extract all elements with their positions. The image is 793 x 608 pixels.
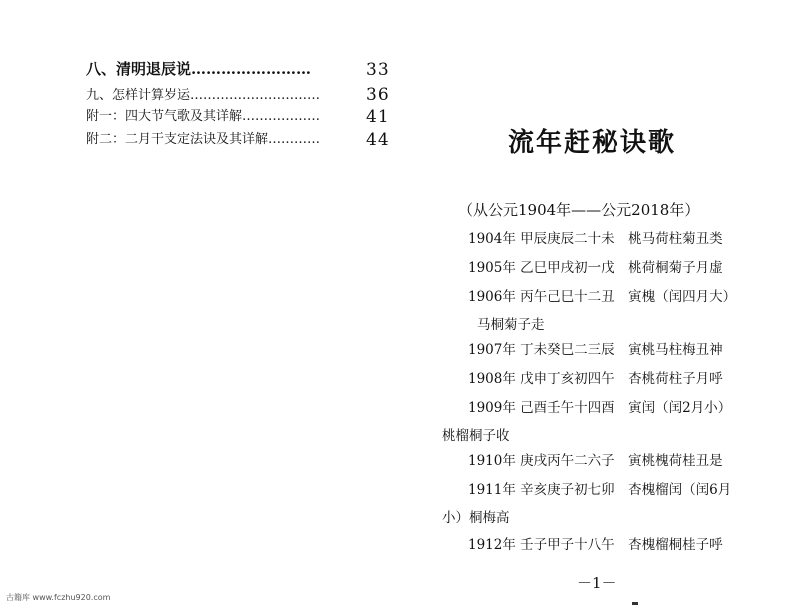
verse-line: 桃榴桐子收 <box>442 428 510 444</box>
verse-line: 1912年 壬子甲子十八午 杏槐榴桐桂子呼 <box>468 537 723 553</box>
page-subtitle: （从公元1904年——公元2018年） <box>458 201 700 219</box>
verse-line: 小）桐梅高 <box>442 510 510 526</box>
verse-line: 1905年 乙巳甲戌初一戊 桃荷桐菊子月虚 <box>468 260 723 276</box>
scan-mark <box>632 602 638 605</box>
toc-page-number: 36 <box>366 85 390 105</box>
verse-line: 1904年 甲辰庚辰二十未 桃马荷柱菊丑类 <box>468 231 723 247</box>
verse-line: 1908年 戊申丁亥初四午 杏桃荷柱子月呼 <box>468 371 723 387</box>
verse-line: 1909年 己酉壬午十四酉 寅闰（闰2月小） <box>468 400 732 416</box>
verse-line: 1906年 丙午己巳十二丑 寅槐（闰四月大） <box>468 289 737 305</box>
toc-entry-9: 九、怎样计算岁运………………………… <box>86 88 321 103</box>
toc-page-number: 33 <box>366 60 390 80</box>
page-number: －1－ <box>577 574 617 592</box>
verse-line: 1910年 庚戌丙午二六子 寅桃槐荷桂丑是 <box>468 453 723 469</box>
toc-appendix-1: 附一：四大节气歌及其详解……………… <box>86 109 321 124</box>
page-title: 流年赶秘诀歌 <box>508 128 677 158</box>
verse-line: 1911年 辛亥庚子初七卯 杏槐榴闰（闰6月 <box>468 482 732 498</box>
toc-page-number: 41 <box>366 107 390 127</box>
toc-page-number: 44 <box>366 130 390 150</box>
verse-line: 马桐菊子走 <box>477 317 545 333</box>
toc-entry-8: 八、清明退辰说…………………… <box>86 60 312 78</box>
toc-appendix-2: 附二：二月干支定法诀及其详解………… <box>86 132 321 147</box>
watermark: 古籍库 www.fczhu920.com <box>6 593 111 602</box>
verse-line: 1907年 丁未癸巳二三辰 寅桃马柱梅丑神 <box>468 342 723 358</box>
